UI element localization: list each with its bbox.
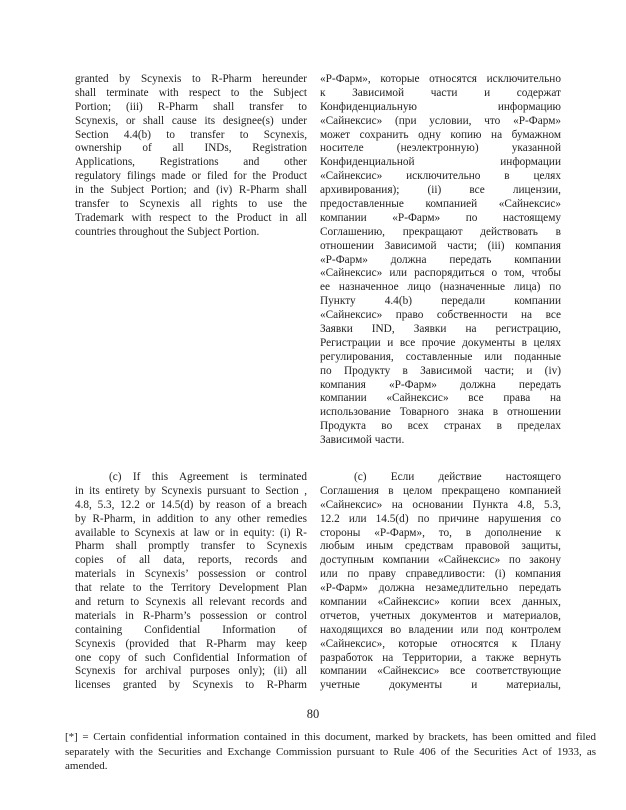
- text-line: к Зависимой части и содержат: [320, 86, 561, 99]
- text-line: amended.: [65, 760, 108, 773]
- text-line: in its entirety by Scynexis pursuant to Section ,: [75, 484, 307, 497]
- english-column-paragraph-section-c: [75, 471, 307, 693]
- text-line: copies of all data, reports, records and: [75, 554, 307, 567]
- text-line: «Сайнексис» (при условии, что «Р-Фарм»: [320, 114, 561, 127]
- text-line: countries throughout the Subject Portion.: [75, 225, 260, 238]
- text-line: materials in Scynexis’ possession or control: [75, 568, 307, 581]
- clause-row-continuation: [75, 73, 561, 448]
- text-line: shall terminate with respect to the Subject: [75, 86, 307, 99]
- text-line: «Р-Фарм», которые относятся исключительно: [320, 73, 561, 85]
- text-line: licenses granted by Scynexis to R-Pharm: [75, 679, 307, 692]
- text-line: one copy of such Confidential Information of: [75, 651, 307, 664]
- text-line: «Сайнексис» на основании Пункта 4.8, 5.3,: [320, 498, 561, 511]
- text-line: отчетов, учетных документов и материалов,: [320, 609, 561, 622]
- text-line: Scynexis for archival purposes only); (ii) all: [75, 665, 307, 678]
- text-line: Trademark with respect to the Product in all: [75, 211, 307, 224]
- text-line: находящихся во владении или под контролем: [320, 623, 561, 636]
- page-number: 80: [306, 707, 320, 721]
- text-line: regulatory filings made or filed for the Product: [75, 170, 307, 183]
- text-line: Scynexis, or shall cause its designee(s) under: [75, 114, 307, 127]
- text-line: архивирования); (ii) все лицензии,: [320, 184, 561, 197]
- text-line: «Сайнексис» исключительно в целях: [320, 170, 561, 183]
- text-line: компании «Сайнексис» все права на: [320, 392, 561, 405]
- text-line: 4.8, 5.3, 12.2 or 14.5(d) by reason of a breach: [75, 498, 307, 511]
- text-line: transfer to Scynexis all rights to use the: [75, 198, 307, 211]
- text-line: разработок на Территории, а также вернуть: [320, 651, 561, 664]
- text-line: учетные документы и материалы,: [320, 679, 561, 692]
- text-line: granted by Scynexis to R-Pharm hereunder: [75, 73, 307, 85]
- text-line: Заявки IND, Заявки на регистрацию,: [320, 323, 561, 336]
- bilingual-text-block: [75, 73, 561, 703]
- text-line: Portion; (iii) R-Pharm shall transfer to: [75, 100, 307, 113]
- text-line: по Продукту в Зависимой части; и (iv): [320, 364, 561, 377]
- text-line: that relate to the Territory Development Plan: [75, 582, 307, 595]
- text-line: ее назначенное лицо (назначенные лица) по: [320, 281, 561, 294]
- text-line: Pharm shall promptly transfer to Scynexis: [75, 540, 307, 553]
- text-line: 12.2 или 14.5(d) по причине нарушения со: [320, 512, 561, 525]
- text-line: любым иным средствам правовой защиты,: [320, 540, 561, 553]
- confidentiality-footnote: [65, 730, 596, 774]
- text-line: или по праву справедливости: (i) компания: [320, 568, 561, 581]
- text-line: Соглашению, прекращают действовать в: [320, 225, 561, 238]
- text-line: «Р-Фарм» должна незамедлительно передать: [320, 582, 561, 595]
- text-line: Зависимой части.: [320, 434, 405, 447]
- text-line: отношении Зависимой части; (iii) компания: [320, 239, 561, 252]
- text-line: регулирования, составленные или поданные: [320, 350, 561, 363]
- text-line: Пункту 4.4(b) передали компании: [320, 295, 561, 308]
- text-line: Applications, Registrations and other: [75, 156, 307, 169]
- text-line: Соглашения в целом прекращено компанией: [320, 484, 561, 497]
- text-line: [*] = Certain confidential information contained in this document, marked by brackets, has been omitted and filed: [65, 731, 596, 743]
- russian-column-paragraph-termination: [320, 73, 561, 448]
- text-line: «Сайнексис», которые относятся к Плану: [320, 637, 561, 650]
- text-line: materials in R-Pharm’s possession or control: [75, 609, 307, 622]
- text-line: in the Subject Portion; and (iv) R-Pharm shall: [75, 184, 307, 197]
- text-line: носителе (неэлектронную) указанной: [320, 142, 561, 155]
- text-line: (c) If this Agreement is terminated: [109, 471, 307, 483]
- text-line: «Р-Фарм» должна передать компании: [320, 253, 561, 266]
- text-line: использование Товарного знака в отношении: [320, 406, 561, 419]
- text-line: (c) Если действие настоящего: [354, 471, 561, 483]
- text-line: стороны «Р-Фарм», то, в дополнение к: [320, 526, 561, 539]
- text-line: Scynexis (provided that R-Pharm may keep: [75, 637, 307, 650]
- clause-row-section-c: [75, 471, 561, 693]
- text-line: предоставленные компанией «Сайнексис»: [320, 198, 561, 211]
- text-line: Section 4.4(b) to transfer to Scynexis,: [75, 128, 307, 141]
- text-line: containing Confidential Information of: [75, 623, 307, 636]
- text-line: separately with the Securities and Exchange Commission pursuant to Rule 406 of the Securities Act of 1933, as: [65, 745, 596, 758]
- russian-column-paragraph-section-c: [320, 471, 561, 693]
- text-line: Конфиденциальной информации: [320, 156, 561, 169]
- text-line: by R-Pharm, in addition to any other remedies: [75, 512, 307, 525]
- english-column-paragraph-termination: [75, 73, 307, 448]
- text-line: компании «Сайнексис» копии всех данных,: [320, 596, 561, 609]
- text-line: Конфиденциальную информацию: [320, 100, 561, 113]
- text-line: компании «Р-Фарм» по настоящему: [320, 211, 561, 224]
- text-line: может сохранить одну копию на бумажном: [320, 128, 561, 141]
- text-line: компании «Сайнексис» все соответствующие: [320, 665, 561, 678]
- text-line: Продукта во всех странах в пределах: [320, 420, 561, 433]
- text-line: «Сайнексис» право собственности на все: [320, 309, 561, 322]
- text-line: компания «Р-Фарм» должна передать: [320, 378, 561, 391]
- text-line: ownership of all INDs, Registration: [75, 142, 307, 155]
- text-line: and return to Scynexis all relevant records and: [75, 596, 307, 609]
- text-line: доступным компании «Сайнексис» по закону: [320, 554, 561, 567]
- text-line: «Сайнексис» или распорядиться о том, чтобы: [320, 267, 561, 280]
- text-line: available to Scynexis at law or in equity: (i) R-: [75, 526, 307, 539]
- text-line: Регистрации и все прочие документы в целях: [320, 336, 561, 349]
